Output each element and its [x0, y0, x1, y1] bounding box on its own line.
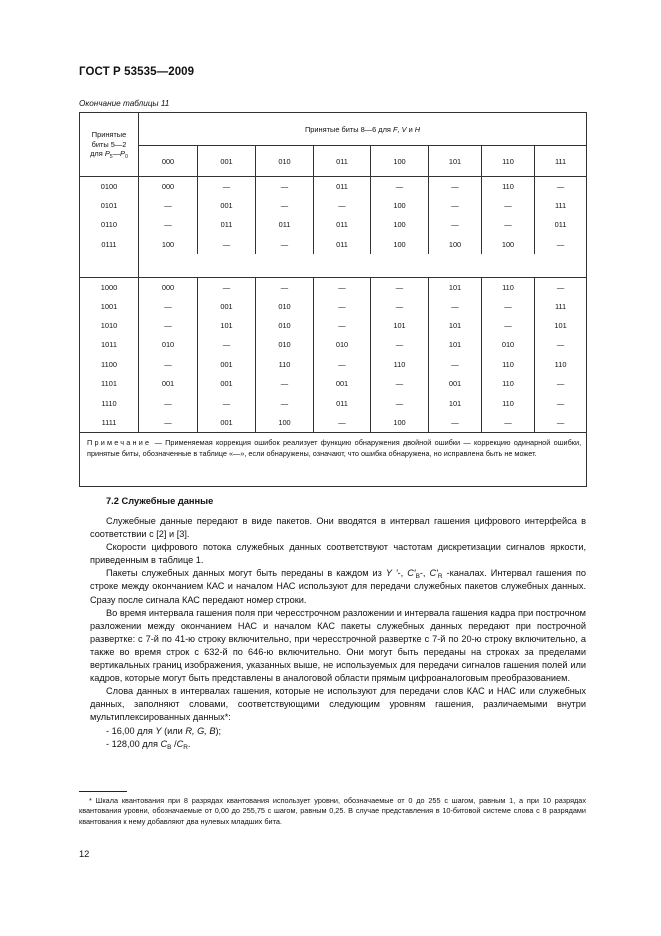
table-cell: — — [371, 296, 429, 315]
table-cell: — — [429, 196, 482, 215]
paragraph-5: Слова данных в интервалах гашения, которые не используют для передачи слов КАС и НАС или служебных данных, заполняют словами, соответствующими следующим уровням гашения, различаемыми внутри мультиплексированных данных*: — [90, 686, 586, 723]
table-cell: — — [139, 355, 198, 374]
table-cell: — — [429, 177, 482, 196]
paragraph-1: Служебные данные передают в виде пакетов. Они вводятся в интервал гашения цифрового интерфейса в соответствии с [2] и [3]. — [90, 516, 586, 540]
table-cell: 011 — [256, 215, 314, 234]
row-label-cell: 1000 — [80, 277, 139, 296]
table-cell: 100 — [429, 235, 482, 254]
table-cell: 110 — [482, 374, 535, 393]
table-cell: — — [371, 393, 429, 412]
table-cell: — — [535, 277, 587, 296]
table-cell: — — [139, 413, 198, 432]
section-title: 7.2 Служебные данные — [106, 496, 214, 506]
table-row — [80, 196, 587, 215]
table-cell: 101 — [429, 335, 482, 354]
spacer-cell — [80, 254, 139, 277]
footnote — [79, 796, 586, 827]
table-cell: 110 — [371, 355, 429, 374]
row-label-cell: 1110 — [80, 393, 139, 412]
table-row — [80, 215, 587, 234]
paragraph-4: Во время интервала гашения поля при чересстрочном разложении и интервала гашения кадра при построчном разложении между окончанием НАС и началом КАС пакеты служебных данных передают при построчной развертке: с 7-й по 41-ю строку включительно, при чересстрочной развертке с 7-й по 20-ю строку включительно, а также во время строк с 632-й по 646-ю включительно. Они могут быть переданы на строках за пределами вертикальных границ изображения, указанных выше, не используемых для передачи сигналов гашения полей или кадров, которые могут быть представлены в аналоговой области прямым цифроаналоговым преобразованием. — [90, 607, 586, 684]
table-cell: — — [429, 355, 482, 374]
table-cell: 011 — [198, 215, 256, 234]
table-cell: 100 — [371, 235, 429, 254]
column-header-row — [80, 146, 587, 177]
column-header: 011 — [314, 146, 371, 177]
table-cell: 011 — [314, 177, 371, 196]
row-label-cell: 1111 — [80, 413, 139, 432]
table-cell: 110 — [482, 177, 535, 196]
row-header-line2: биты 5—2 — [91, 139, 127, 149]
table-cell: — — [371, 277, 429, 296]
table-cell: — — [482, 215, 535, 234]
table-cell: — — [198, 177, 256, 196]
table-cell: — — [314, 316, 371, 335]
table-cell: — — [256, 235, 314, 254]
table-cell: 000 — [139, 277, 198, 296]
table-cell: 001 — [314, 374, 371, 393]
paragraph-3: Пакеты служебных данных могут быть переданы в каждом из Y ′-, $C'_B-$, $C'_R$ -каналах. Интервал гашения по строке между окончанием КАС и началом НАС используют для передачи служебных пакетов служебных данных. Сразу после сигнала КАС передают номер строки. — [90, 568, 586, 605]
note-label: Примечание — [87, 437, 152, 447]
table-cell: — — [198, 335, 256, 354]
table-cell: 010 — [256, 296, 314, 315]
table-cell: 100 — [371, 196, 429, 215]
table-cell: — — [139, 215, 198, 234]
row-label-cell: 0101 — [80, 196, 139, 215]
table-cell: 100 — [256, 413, 314, 432]
footnote-divider — [79, 791, 127, 792]
table-cell: — — [256, 277, 314, 296]
table-row — [80, 393, 587, 412]
table-cell: — — [429, 413, 482, 432]
table-row — [80, 316, 587, 335]
row-label-cell: 1011 — [80, 335, 139, 354]
table-cell: — — [371, 374, 429, 393]
table-row — [80, 277, 587, 296]
table-cell: — — [314, 355, 371, 374]
table-cell: — — [139, 296, 198, 315]
table-cell: 101 — [429, 393, 482, 412]
table-cell: — — [256, 177, 314, 196]
list-item-2: - 128,00 для $C_B$ $/C_R$. — [106, 738, 191, 751]
table-cell: — — [482, 196, 535, 215]
table-cell: 011 — [314, 215, 371, 234]
table-cell: — — [314, 413, 371, 432]
table-cell: — — [535, 393, 587, 412]
table-cell: — — [535, 374, 587, 393]
note-text: — Применяемая коррекция ошибок реализует функцию обнаружения двойной ошибки — коррекцию одинарной ошибки, принятые биты, обозначенные в таблице «—», если обнаружены, означают, что ошибка обнаружена, но исправлена быть не может. — [87, 437, 582, 459]
paragraph-2: Скорости цифрового потока служебных данных соответствуют частотам дискретизации сигналов яркости, приведенным в таблице 1. — [90, 542, 586, 566]
row-label-cell: 1100 — [80, 355, 139, 374]
table-cell: — — [482, 413, 535, 432]
table-cell: — — [198, 277, 256, 296]
table-cell: — — [139, 393, 198, 412]
column-header: 110 — [482, 146, 535, 177]
table-row — [80, 374, 587, 393]
table-cell: 110 — [482, 393, 535, 412]
row-header-line3: для $P_5—P_0$ — [90, 149, 128, 161]
row-label-cell: 0110 — [80, 215, 139, 234]
table-group-2 — [80, 277, 587, 432]
row-label-cell: 0111 — [80, 235, 139, 254]
table-row — [80, 296, 587, 315]
table-cell: 101 — [371, 316, 429, 335]
table-row — [80, 355, 587, 374]
table-cell: 010 — [256, 316, 314, 335]
table-cell: — — [256, 393, 314, 412]
section-body — [90, 515, 586, 751]
table-cell: 001 — [198, 296, 256, 315]
table-cell: — — [482, 296, 535, 315]
table-cell: 100 — [482, 235, 535, 254]
table-cell: 010 — [482, 335, 535, 354]
table-cell: 110 — [535, 355, 587, 374]
table-row — [80, 335, 587, 354]
footnote-text: * Шкала квантования при 8 разрядах квантования использует уровни, обозначаемые от 0 до 255 с шагом, равным 1, а при 10 разрядах квантования уровни, обозначаемые от 0,00 до 255,75 с шагом, равным 0,25. В случае представления в 10-битовой системе слова с 8 разрядами квантования к нему добавляют два нулевых младших бита. — [79, 796, 586, 826]
row-label-cell: 0100 — [80, 177, 139, 196]
table-cell: 001 — [198, 413, 256, 432]
table-cell: 010 — [256, 335, 314, 354]
table-cell: — — [139, 196, 198, 215]
table-cell: 101 — [429, 316, 482, 335]
table-cell: — — [198, 393, 256, 412]
table-cell: — — [429, 296, 482, 315]
list-item-1: - 16,00 для Y (или R, G, B); — [106, 725, 222, 736]
table-cell: — — [535, 177, 587, 196]
row-label-cell: 1101 — [80, 374, 139, 393]
table-cell: — — [371, 335, 429, 354]
row-header-line1: Принятые — [91, 130, 127, 140]
page-number: 12 — [79, 849, 90, 859]
column-header: 000 — [139, 146, 198, 177]
table-row — [80, 177, 587, 196]
table-cell: — — [482, 316, 535, 335]
table-cell: 010 — [314, 335, 371, 354]
standard-header: ГОСТ Р 53535—2009 — [79, 66, 195, 78]
table-cell: 001 — [198, 196, 256, 215]
table-cell: 011 — [314, 235, 371, 254]
table-cell: 001 — [198, 355, 256, 374]
table-note-row — [80, 432, 587, 486]
table-cell: — — [429, 215, 482, 234]
table-cell: 100 — [139, 235, 198, 254]
table-cell: 110 — [256, 355, 314, 374]
table-cell: 000 — [139, 177, 198, 196]
column-header: 001 — [198, 146, 256, 177]
table-cell: 101 — [198, 316, 256, 335]
column-header: 010 — [256, 146, 314, 177]
table-cell: 101 — [429, 277, 482, 296]
row-header-cell — [80, 113, 139, 177]
table-cell: — — [139, 316, 198, 335]
column-header: 111 — [535, 146, 587, 177]
table-note — [80, 432, 587, 486]
column-header: 101 — [429, 146, 482, 177]
spacer-cell — [139, 254, 587, 277]
table-caption: Окончание таблицы 11 — [79, 99, 170, 108]
table-spacer-row — [80, 254, 587, 277]
table-cell: 110 — [482, 277, 535, 296]
table-cell: 011 — [314, 393, 371, 412]
table-cell: 101 — [535, 316, 587, 335]
table-row — [80, 413, 587, 432]
table-cell: — — [535, 335, 587, 354]
table-cell: — — [256, 374, 314, 393]
table-cell: 111 — [535, 296, 587, 315]
table-cell: 100 — [371, 215, 429, 234]
column-header: 100 — [371, 146, 429, 177]
table-cell: — — [535, 413, 587, 432]
table-cell: 011 — [535, 215, 587, 234]
table-cell: — — [314, 196, 371, 215]
table-cell: 010 — [139, 335, 198, 354]
table-cell: — — [314, 277, 371, 296]
table-cell: 001 — [139, 374, 198, 393]
table-cell: — — [198, 235, 256, 254]
table-cell: — — [535, 235, 587, 254]
table-cell: — — [371, 177, 429, 196]
row-label-cell: 1010 — [80, 316, 139, 335]
group-header-cell: Принятые биты 8—6 для F, V и H — [139, 113, 587, 146]
table-cell: 110 — [482, 355, 535, 374]
row-label-cell: 1001 — [80, 296, 139, 315]
table-cell: 001 — [198, 374, 256, 393]
bit-correction-table — [79, 112, 587, 487]
table-cell: 001 — [429, 374, 482, 393]
table-cell: 111 — [535, 196, 587, 215]
table-cell: — — [256, 196, 314, 215]
table-cell: — — [314, 296, 371, 315]
table-row — [80, 235, 587, 254]
table-cell: 100 — [371, 413, 429, 432]
table-group-1 — [80, 177, 587, 255]
